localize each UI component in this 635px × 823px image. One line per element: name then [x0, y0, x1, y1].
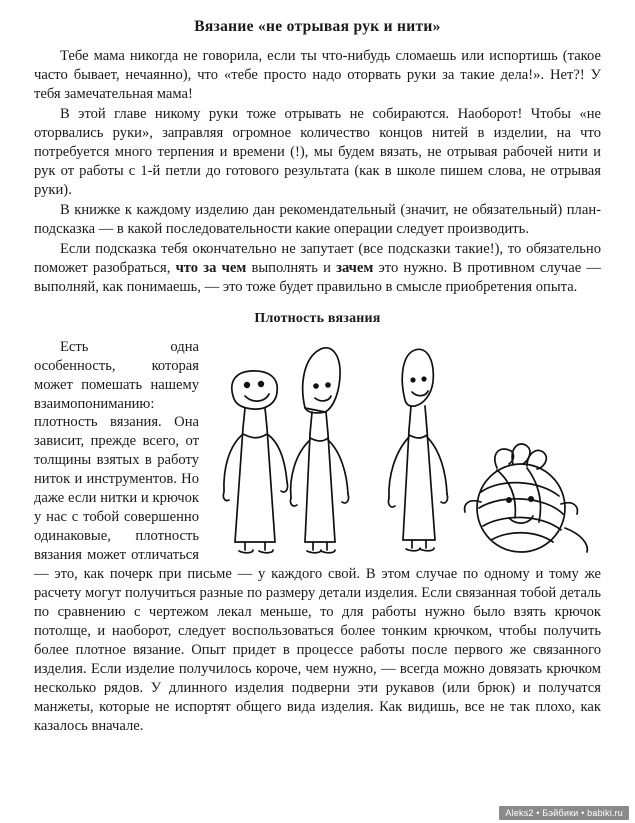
watermark-credit: Aleks2 • Бэйбики • babiki.ru	[499, 806, 629, 820]
section-with-illustration	[34, 338, 601, 736]
page-title: Вязание «не отрывая рук и нити»	[194, 18, 441, 35]
paragraph-4-middle: выполнять и	[246, 259, 337, 276]
paragraph-4-bold-1: что за чем	[175, 259, 247, 276]
section-heading: Плотность вязания	[254, 310, 381, 326]
paragraph-4-before: Если подсказка тебя окончательно не запутает (все подсказки такие!), то обязательно поможет разобраться,	[34, 240, 601, 276]
paragraph-4-bold-2: зачем	[336, 259, 374, 276]
knitting-characters-illustration	[209, 342, 601, 556]
paragraph-3: В книжке к каждому изделию дан рекомендательный (значит, не обязательный) план-подсказка — в какой последовательности какие операции следует производить.	[34, 201, 601, 237]
paragraph-2: В этой главе никому руки тоже отрывать не собираются. Наоборот! Чтобы «не оторвались руки», заправляя огромное количество концов нитей в изделии, на что потребуется много терпения и времени (!), мы будем вязать, не отрывая рабочей нити и рук от работы с 1-й петли до готового результата (как в школе пишем слова, не отрывая руки).	[34, 105, 601, 198]
paragraph-1: Тебе мама никогда не говорила, если ты что-нибудь сломаешь или испортишь (такое часто бывает, нечаянно), что «тебе просто надо оторвать руки за такие дела!». Нет?! У тебя замечательная мама!	[34, 48, 601, 102]
section-paragraph-1: Есть одна особенность, которая может помешать нашему взаимопониманию: плотность вязания. Она зависит, прежде всего, от толщины взятых в работу ниток и инструментов. Но даже если нитки и крючок у нас с тобой совершенно одинаковые, плотность вязания может отличаться — это, как почерк при письме — у каждого свой. В этом случае по одному и тому же расчету могут получиться разные по размеру детали изделия. Если связанная тобой деталь по сравнению с чертежом лекал меньше, то для работы нужно было взять крючок потолще, и наоборот, следует воспользоваться более тонким крючком, чтобы получить более плотное вязание. Опыт придет в процессе работы после первого же связанного изделия. Если изделие получилось короче, чем нужно, — всегда можно довязать крючком несколько рядов. У длинного изделия подверни эти рукавов (или брюк) и получатся манжеты, которые не испортят общего вида изделия. Как видишь, все не так плохо, как казалось вначале.	[34, 338, 601, 734]
paragraph-4-after: это нужно. В противном случае — выполняй, как понимаешь, — это тоже будет правильно в смысле приобретения опыта.	[34, 259, 602, 295]
paragraph-4	[34, 240, 601, 297]
